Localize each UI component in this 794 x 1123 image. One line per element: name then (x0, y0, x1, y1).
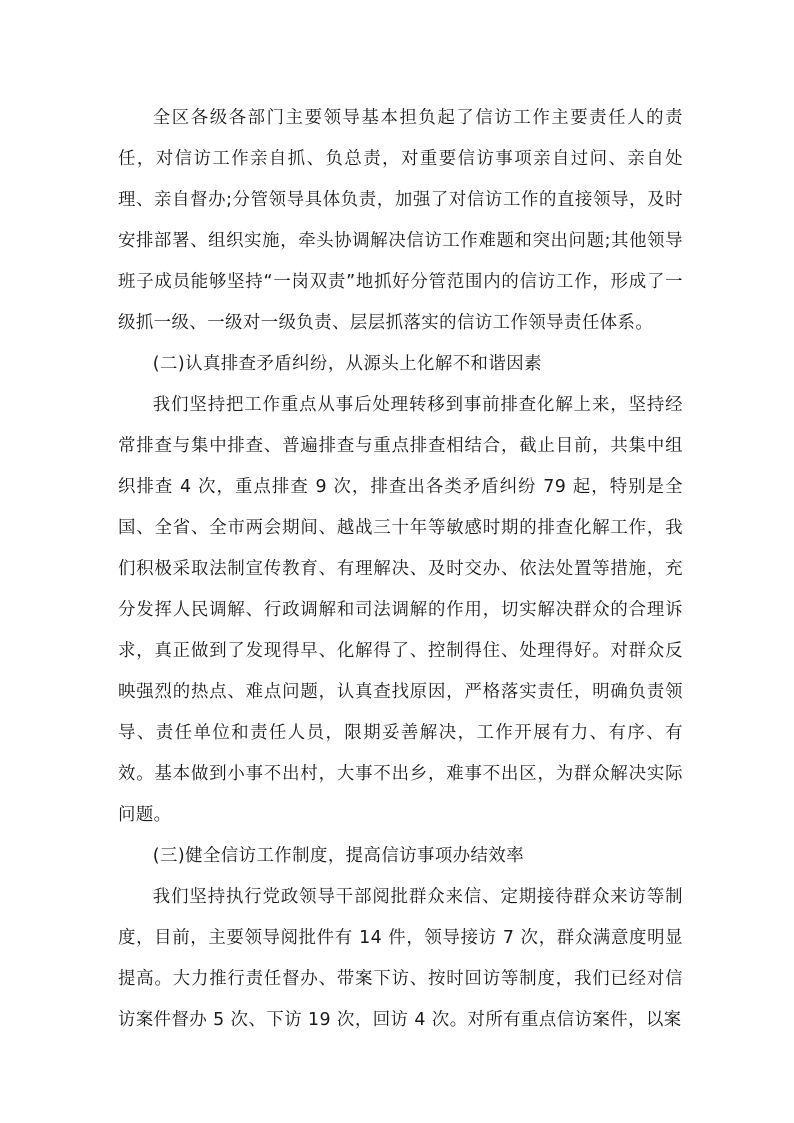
document-page (118, 98, 683, 1041)
paragraph-leadership-responsibility: 全区各级各部门主要领导基本担负起了信访工作主要责任人的责任，对信访工作亲自抓、负总责，对重要信访事项亲自过问、亲自处理、亲自督办;分管领导具体负责，加强了对信访工作的直接领导，及时安排部署、组织实施，牵头协调解决信访工作难题和突出问题;其他领导班子成员能够坚持“一岗双责”地抓好分管范围内的信访工作，形成了一级抓一级、一级对一级负责、层层抓落实的信访工作领导责任体系。 (118, 108, 683, 333)
paragraph-dispute-screening: 我们坚持把工作重点从事后处理转移到事前排查化解上来，坚持经常排查与集中排查、普遍排查与重点排查相结合，截止目前，共集中组织排查 4 次，重点排查 9 次，排查出各类矛盾纠纷 79 起，特别是全国、全省、全市两会期间、越战三十年等敏感时期的排查化解工作，我们积极采取法制宣传教育、有理解决、及时交办、依法处置等措施，充分发挥人民调解、行政调解和司法调解的作用，切实解决群众的合理诉求，真正做到了发现得早、化解得了、控制得住、处理得好。对群众反映强烈的热点、难点问题，认真查找原因，严格落实责任，明确负责领导、责任单位和责任人员，限期妥善解决，工作开展有力、有序、有效。基本做到小事不出村，大事不出乡，难事不出区，为群众解决实际问题。 (118, 395, 683, 825)
section-heading-dispute-screening: (二)认真排查矛盾纠纷，从源头上化解不和谐因素 (152, 354, 542, 374)
section-heading-petition-system: (三)健全信访工作制度，提高信访事项办结效率 (152, 846, 525, 866)
paragraph-petition-system: 我们坚持执行党政领导干部阅批群众来信、定期接待群众来访等制度，目前，主要领导阅批件有 14 件，领导接访 7 次，群众满意度明显提高。大力推行责任督办、带案下访、按时回访等制度，我们已经对信访案件督办 5 次、下访 19 次，回访 4 次。对所有重点信访案件，以案 (118, 887, 683, 1030)
